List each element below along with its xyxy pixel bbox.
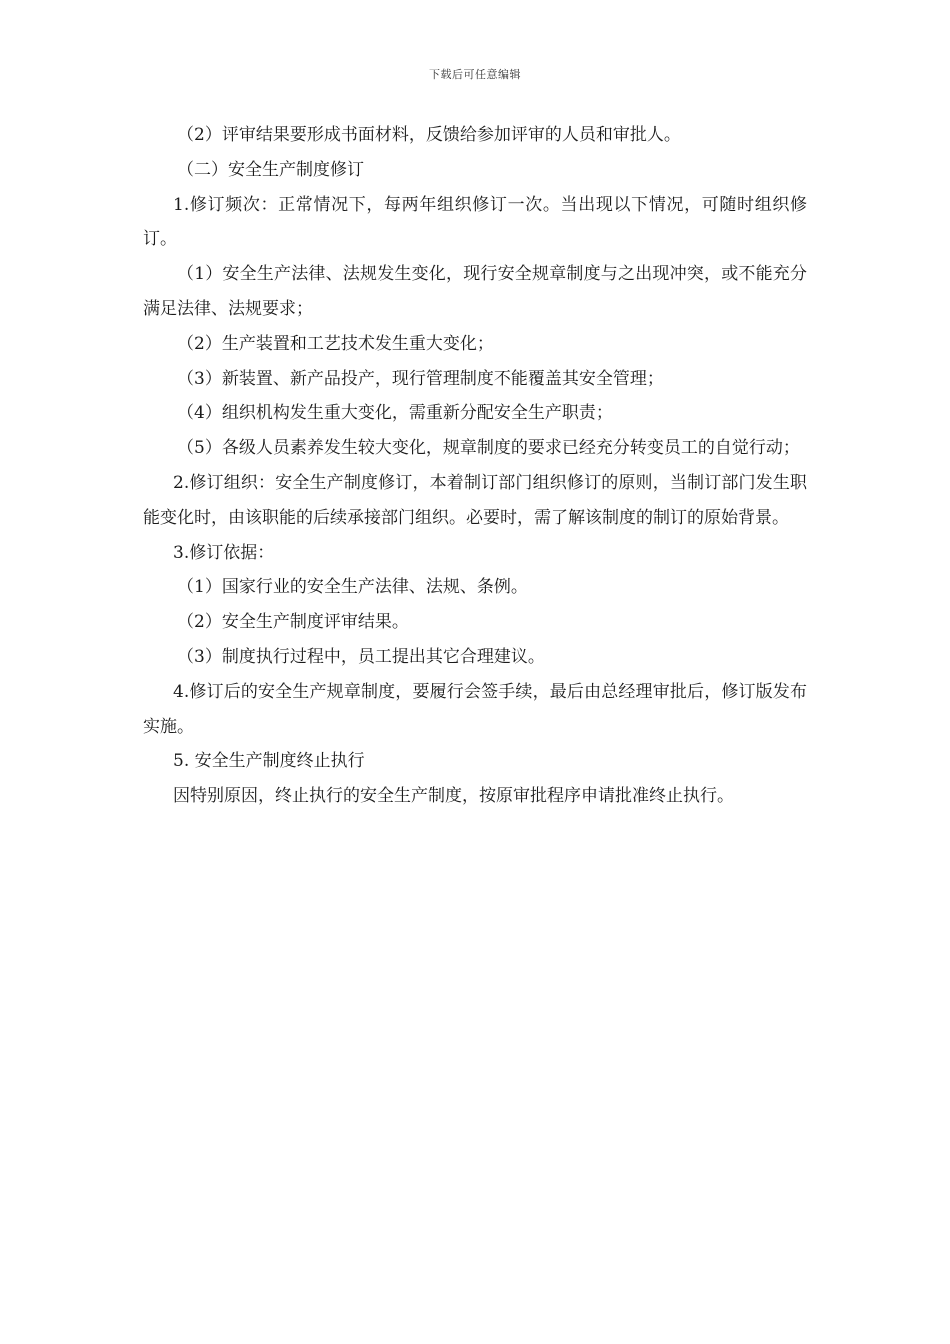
paragraph-termination: 因特别原因，终止执行的安全生产制度，按原审批程序申请批准终止执行。 (173, 786, 734, 807)
list-item-staff-change: （5）各级人员素养发生较大变化，规章制度的要求已经充分转变员工的自觉行动； (177, 438, 800, 459)
paragraph-review-result: （2）评审结果要形成书面材料，反馈给参加评审的人员和审批人。 (177, 125, 681, 145)
list-item-org-change: （4）组织机构发生重大变化，需重新分配安全生产职责； (177, 403, 613, 424)
paragraph-countersign: 4.修订后的安全生产规章制度，要履行会签手续，最后由总经理审批后，修订版发布实施。 (143, 681, 807, 737)
list-item-review-result: （2）安全生产制度评审结果。 (177, 612, 409, 633)
list-item-equipment-change: （2）生产装置和工艺技术发生重大变化； (177, 333, 494, 354)
list-item-staff-suggestion: （3）制度执行过程中，员工提出其它合理建议。 (177, 646, 545, 667)
document-body (143, 118, 807, 814)
paragraph-revision-frequency: 1.修订频次：正常情况下，每两年组织修订一次。当出现以下情况，可随时组织修订。 (143, 194, 807, 250)
section-heading-termination: 5. 安全生产制度终止执行 (173, 751, 365, 772)
list-item-new-product: （3）新装置、新产品投产，现行管理制度不能覆盖其安全管理； (177, 368, 664, 389)
page-header-note: 下载后可任意编辑 (429, 68, 521, 81)
paragraph-revision-organization: 2.修订组织：安全生产制度修订，本着制订部门组织修订的原则，当制订部门发生职能变化时，由该职能的后续承接部门组织。必要时，需了解该制度的制订的原始背景。 (143, 472, 807, 528)
list-item-national-law: （1）国家行业的安全生产法律、法规、条例。 (177, 577, 528, 598)
section-heading-revision: （二）安全生产制度修订 (177, 159, 364, 180)
list-item-law-change: （1）安全生产法律、法规发生变化，现行安全规章制度与之出现冲突，或不能充分满足法律、法规要求； (143, 264, 807, 319)
paragraph-revision-basis: 3.修订依据： (173, 542, 275, 563)
